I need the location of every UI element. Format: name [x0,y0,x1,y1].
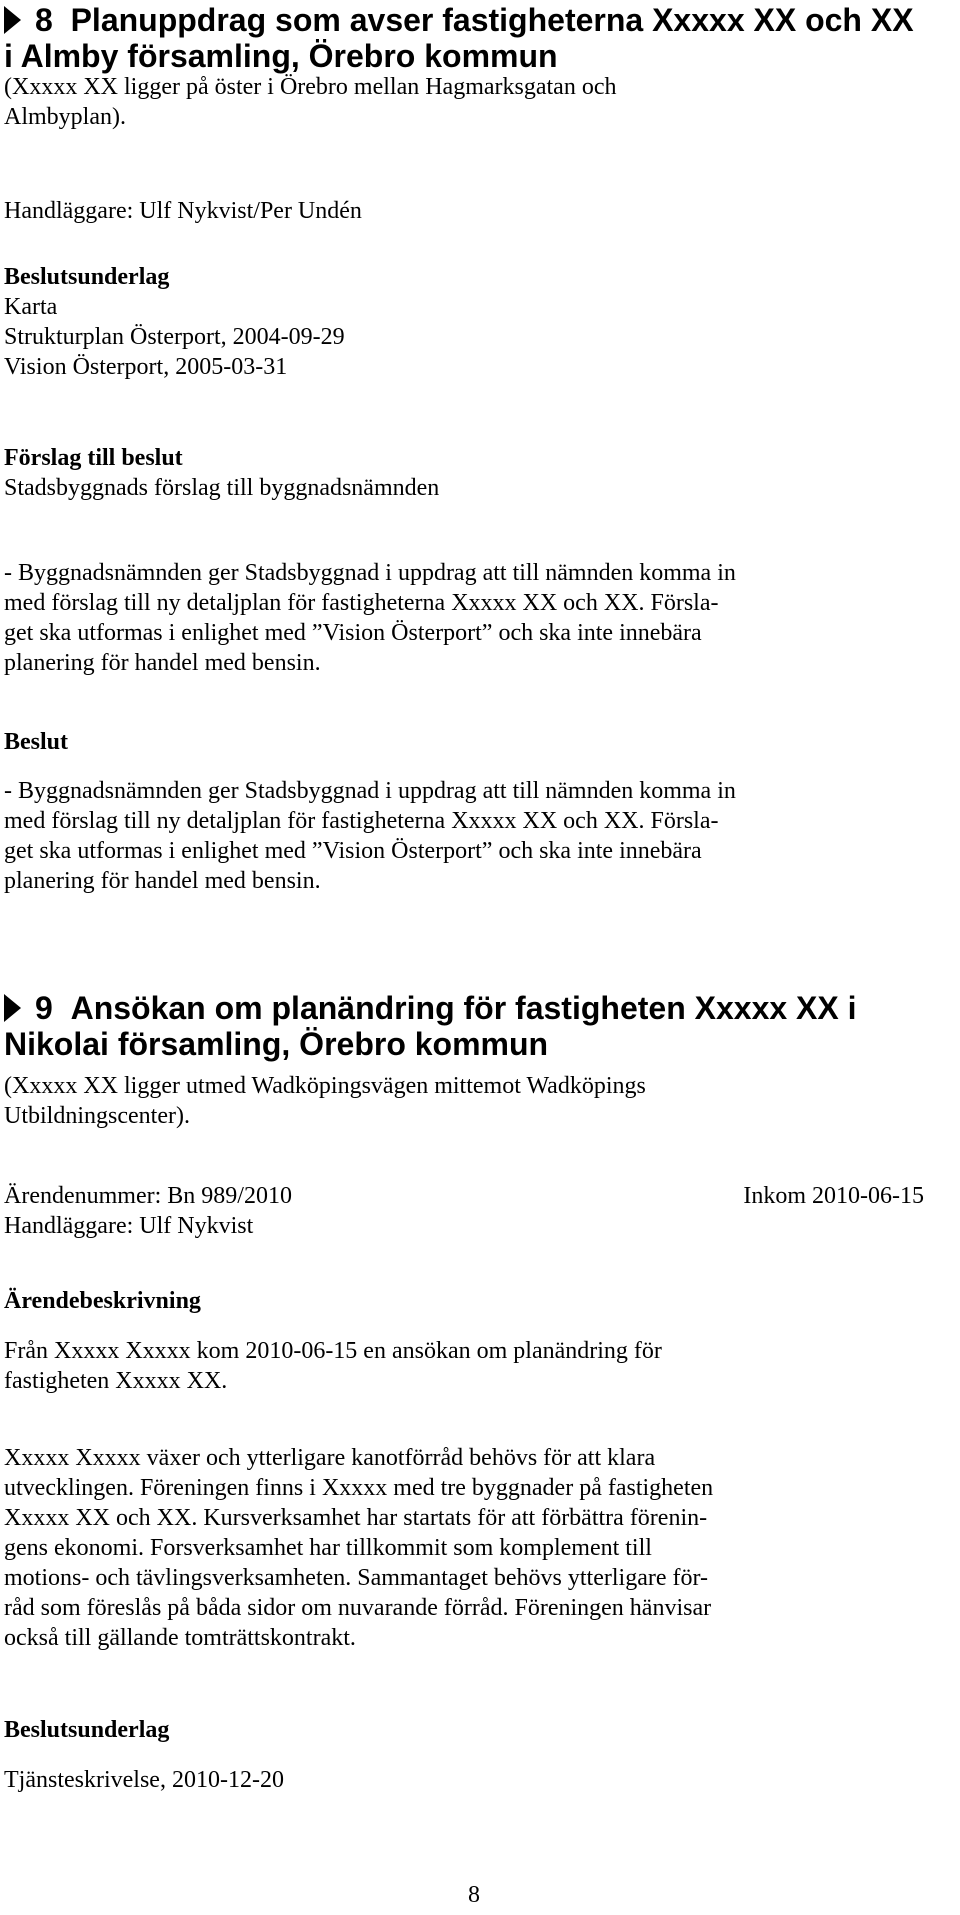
item8-forslag-line: med förslag till ny detaljplan för fastigheterna Xxxxx XX och XX. Försla- [4,590,719,616]
item8-forslag-text [4,558,954,678]
item8-location-line2: Almbyplan). [4,104,126,130]
item8-heading [4,2,954,74]
item9-location-line1: (Xxxxx XX ligger utmed Wadköpingsvägen mittemot Wadköpings [4,1073,646,1099]
item9-title-line2: Nikolai församling, Örebro kommun [4,1026,549,1062]
item9-desc-line: också till gällande tomträttskontrakt. [4,1625,356,1651]
item9-desc-line: gens ekonomi. Forsverksamhet har tillkommit som komplement till [4,1535,652,1561]
item9-desc-line: Från Xxxxx Xxxxx kom 2010-06-15 en ansökan om planändring för [4,1338,662,1364]
item9-location-line2: Utbildningscenter). [4,1103,190,1129]
item9-beslutsunderlag [4,1715,954,1745]
item8-location-line1: (Xxxxx XX ligger på öster i Örebro mellan Hagmarksgatan och [4,74,617,100]
item8-title-line1 [4,2,954,38]
item8-beslut-line: planering för handel med bensin. [4,868,321,894]
item8-beslut-line: - Byggnadsnämnden ger Stadsbyggnad i uppdrag att till nämnden komma in [4,778,736,804]
item9-meta [4,1181,954,1241]
item9-underlag [4,1765,954,1795]
item9-underlag-item: Tjänsteskrivelse, 2010-12-20 [4,1767,284,1793]
item8-handlaggare-text: Handläggare: Ulf Nykvist/Per Undén [4,198,362,224]
item8-underlag-item: Strukturplan Österport, 2004-09-29 [4,324,345,350]
item9-desc-line: Xxxxx XX och XX. Kursverksamhet har startats för att förbättra förenin- [4,1505,708,1531]
item9-location [4,1071,954,1131]
item8-forslag [4,443,954,503]
item9-inkom-date: Inkom 2010-06-15 [743,1183,924,1209]
item8-underlag-item: Vision Österport, 2005-03-31 [4,354,288,380]
item9-beslutsunderlag-label: Beslutsunderlag [4,1717,170,1743]
item9-handlaggare: Handläggare: Ulf Nykvist [4,1213,254,1239]
item8-beslut-text [4,776,954,896]
item8-beslutsunderlag [4,262,954,382]
item9-desc-p1 [4,1336,954,1396]
item9-desc-line: utvecklingen. Föreningen finns i Xxxxx med tre byggnader på fastigheten [4,1475,714,1501]
item9-desc-line: motions- och tävlingsverksamheten. Sammantaget behövs ytterligare för- [4,1565,708,1591]
item9-arendenummer: Ärendenummer: Bn 989/2010 [4,1183,292,1209]
item9-desc-line: råd som föreslås på båda sidor om nuvarande förråd. Föreningen hänvisar [4,1595,712,1621]
item8-forslag-line: get ska utformas i enlighet med ”Vision Österport” och ska inte innebära [4,620,702,646]
item8-forslag-label: Förslag till beslut [4,445,183,471]
item9-desc-line: Xxxxx Xxxxx växer och ytterligare kanotförråd behövs för att klara [4,1445,656,1471]
item8-forslag-line: - Byggnadsnämnden ger Stadsbyggnad i uppdrag att till nämnden komma in [4,560,736,586]
item8-beslut-line: med förslag till ny detaljplan för fastigheterna Xxxxx XX och XX. Försla- [4,808,719,834]
item8-location [4,72,954,132]
item9-title-text: Ansökan om planändring för fastigheten Xxxxx XX i [70,990,857,1026]
item9-desc-p2 [4,1443,954,1653]
item8-handlaggare [4,196,954,226]
item8-forslag-intro: Stadsbyggnads förslag till byggnadsnämnden [4,475,440,501]
item9-heading [4,990,954,1062]
item9-arendebeskrivning [4,1286,954,1316]
item8-forslag-line: planering för handel med bensin. [4,650,321,676]
page-number: 8 [468,1882,480,1908]
item8-beslut-line: get ska utformas i enlighet med ”Vision Österport” och ska inte innebära [4,838,702,864]
item8-number: 8 [35,2,53,38]
item8-beslutsunderlag-label: Beslutsunderlag [4,264,170,290]
item8-underlag-item: Karta [4,294,58,320]
item9-title-line1 [4,990,954,1026]
item9-arendebeskrivning-label: Ärendebeskrivning [4,1288,201,1314]
item8-beslut-label: Beslut [4,729,69,755]
item8-beslut [4,727,954,757]
item8-title-line2: i Almby församling, Örebro kommun [4,38,558,74]
item9-desc-line: fastigheten Xxxxx XX. [4,1368,228,1394]
bullet-arrow-icon [4,6,21,34]
bullet-arrow-icon [4,994,21,1022]
item9-meta-row [4,1181,924,1211]
item8-title-text: Planuppdrag som avser fastigheterna Xxxxx XX och XX [70,2,914,38]
item9-number: 9 [35,990,53,1026]
